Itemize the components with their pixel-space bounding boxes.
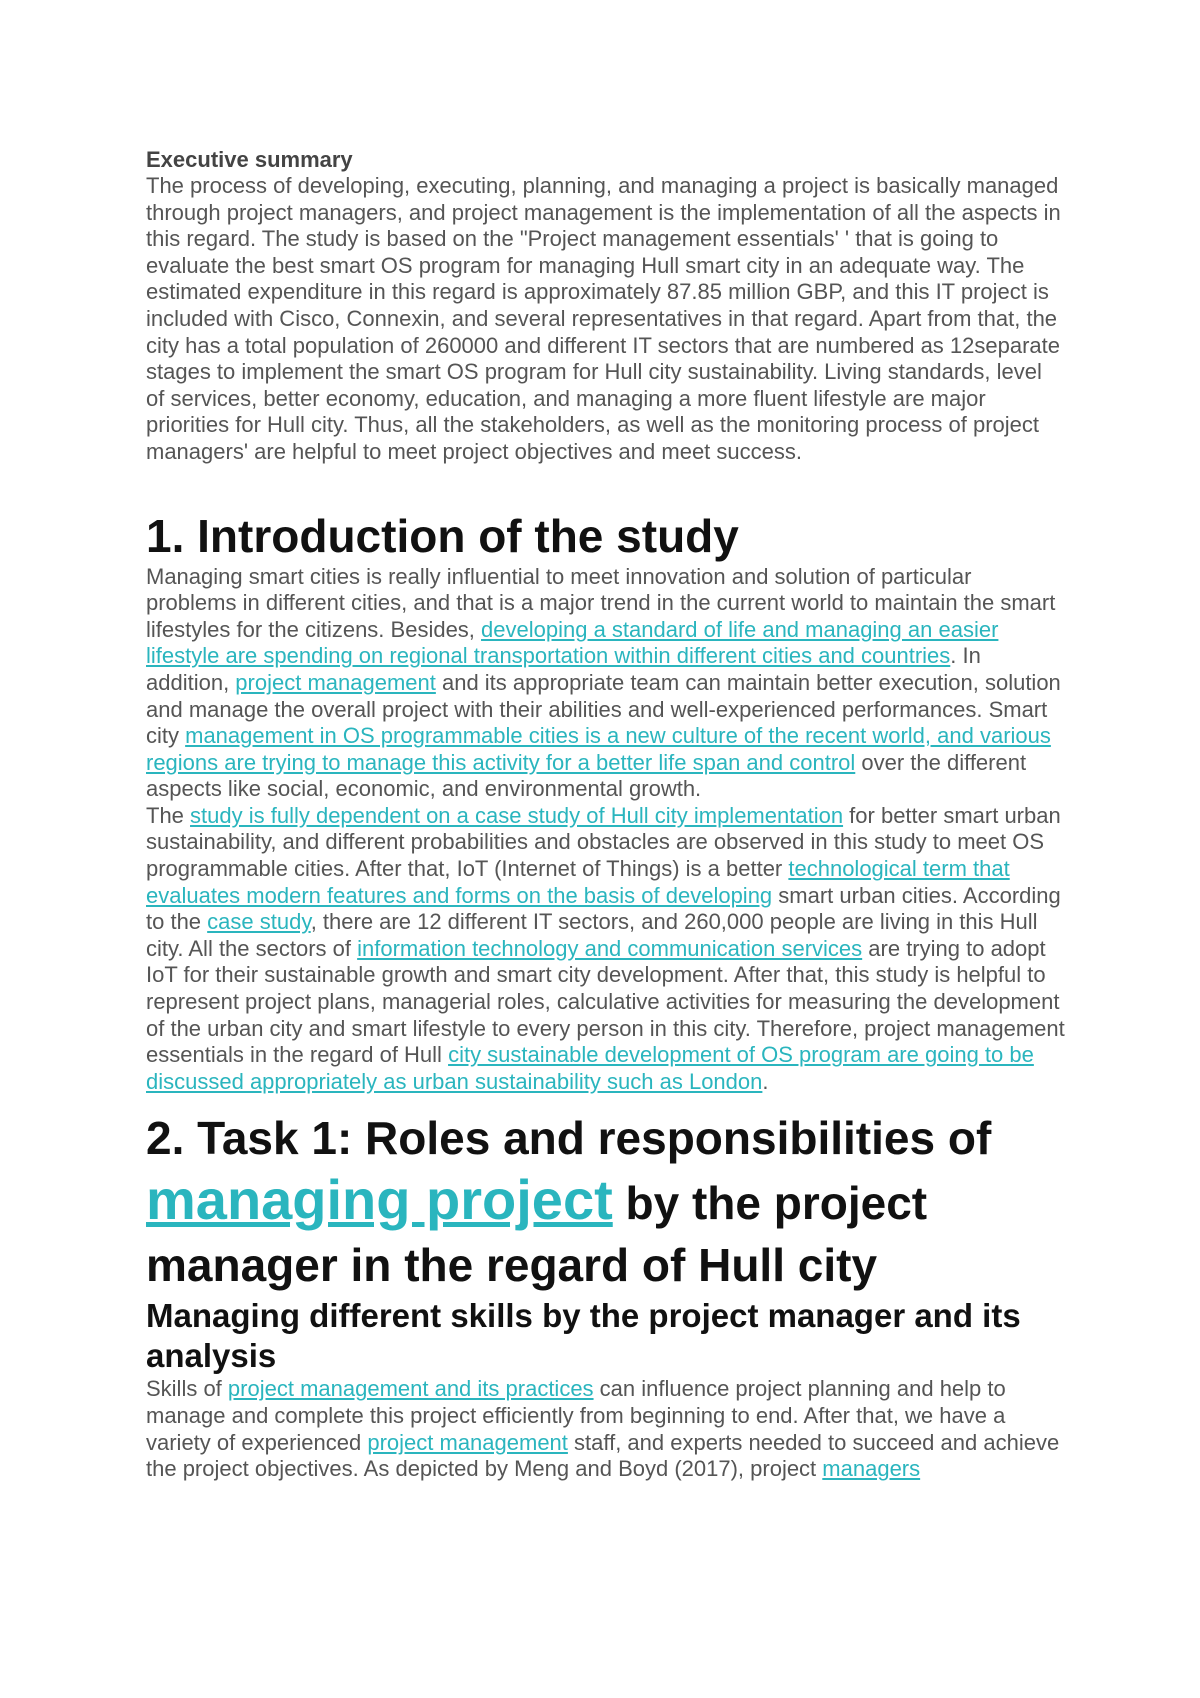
text-run: The: [146, 802, 191, 828]
link-project-management[interactable]: project management: [235, 669, 436, 695]
link-os-programmable-cities[interactable]: management in OS programmable cities is a new culture of the recent world, and various regions are trying to manage this activity for a better life span and control: [146, 723, 1051, 775]
text-run: for better smart urban sustainability, and different probabilities and obstacles are observed in this study to meet OS programmable cities. After that, IoT (Internet of Things) is a better: [146, 802, 1061, 882]
link-city-sustainable-development[interactable]: city sustainable development of OS program are going to be discussed appropriately as urban sustainability such as London: [146, 1042, 1034, 1094]
link-managers[interactable]: managers: [822, 1456, 921, 1482]
link-managing-project[interactable]: managing project: [146, 1168, 613, 1232]
text-run: over the different aspects like social, economic, and environmental growth.: [146, 749, 1027, 802]
executive-summary-heading: Executive summary: [146, 147, 353, 172]
heading-run: by the project manager in the regard of Hull city: [146, 1177, 928, 1292]
spacer: [146, 1095, 1066, 1107]
introduction-paragraph-2: [146, 803, 1066, 1096]
link-information-technology[interactable]: information technology and communication services: [357, 935, 863, 961]
link-case-study[interactable]: case study: [207, 909, 311, 935]
task1-heading: [146, 1107, 1066, 1296]
link-technological-term[interactable]: technological term that evaluates modern features and forms on the basis of developing: [146, 856, 1010, 908]
task1-subheading: Managing different skills by the project manager and its analysis: [146, 1297, 1021, 1375]
link-standard-of-life[interactable]: developing a standard of life and managing an easier lifestyle are spending on regional transportation within different cities and countries: [146, 616, 999, 669]
introduction-heading: 1. Introduction of the study: [146, 509, 739, 562]
text-run: are trying to adopt IoT for their sustainable growth and smart city development. After that, this study is helpful to represent project plans, managerial roles, calculative activities for measuring the development of the urban city and smart lifestyle to every person in this city. Therefore, project management essentials in the regard of Hull: [146, 935, 1065, 1068]
heading-run: 2. Task 1: Roles and responsibilities of: [146, 1112, 992, 1165]
link-case-study-hull[interactable]: study is fully dependent on a case study of Hull city implementation: [190, 802, 844, 828]
spacer: [146, 466, 1066, 508]
text-run: can influence project planning and help to manage and complete this project efficiently from beginning to end. After that, we have a variety of experienced: [146, 1376, 1006, 1455]
document-page: [146, 146, 1066, 1483]
introduction-paragraph-1: [146, 564, 1066, 803]
text-run: . In addition,: [146, 643, 981, 695]
link-project-management-staff[interactable]: project management: [367, 1429, 568, 1455]
text-run: and its appropriate team can maintain better execution, solution and manage the overall project with their abilities and well-experienced performances. Smart city: [146, 669, 1061, 749]
task1-paragraph-1: [146, 1376, 1066, 1482]
text-run: .: [762, 1068, 769, 1094]
text-run: Skills of: [146, 1376, 228, 1402]
link-project-management-practices[interactable]: project management and its practices: [227, 1376, 594, 1402]
text-run: staff, and experts needed to succeed and achieve the project objectives. As depicted by Meng and Boyd (2017), project: [146, 1429, 1060, 1482]
text-run: Managing smart cities is really influential to meet innovation and solution of particular problems in different cities, and that is a major trend in the current world to maintain the smart lifestyles for the citizens. Besides,: [146, 563, 1056, 642]
text-run: , there are 12 different IT sectors, and 260,000 people are living in this Hull city. All the sectors of: [146, 909, 1038, 961]
text-run: smart urban cities. According to the: [146, 882, 1061, 935]
executive-summary-text: The process of developing, executing, planning, and managing a project is basically managed through project managers, and project management is the implementation of all the aspects in this regard. The study is based on the "Project management essentials' ' that is going to evaluate the best smart OS program for managing Hull smart city in an adequate way. The estimated expenditure in this regard is approximately 87.85 million GBP, and this IT project is included with Cisco, Connexin, and several representatives in that regard. Apart from that, the city has a total population of 260000 and different IT sectors that are numbered as 12separate stages to implement the smart OS program for Hull city sustainability. Living standards, level of services, better economy, education, and managing a more fluent lifestyle are major priorities for Hull city. Thus, all the stakeholders, as well as the monitoring process of project managers' are helpful to meet project objectives and meet success.: [146, 173, 1061, 464]
